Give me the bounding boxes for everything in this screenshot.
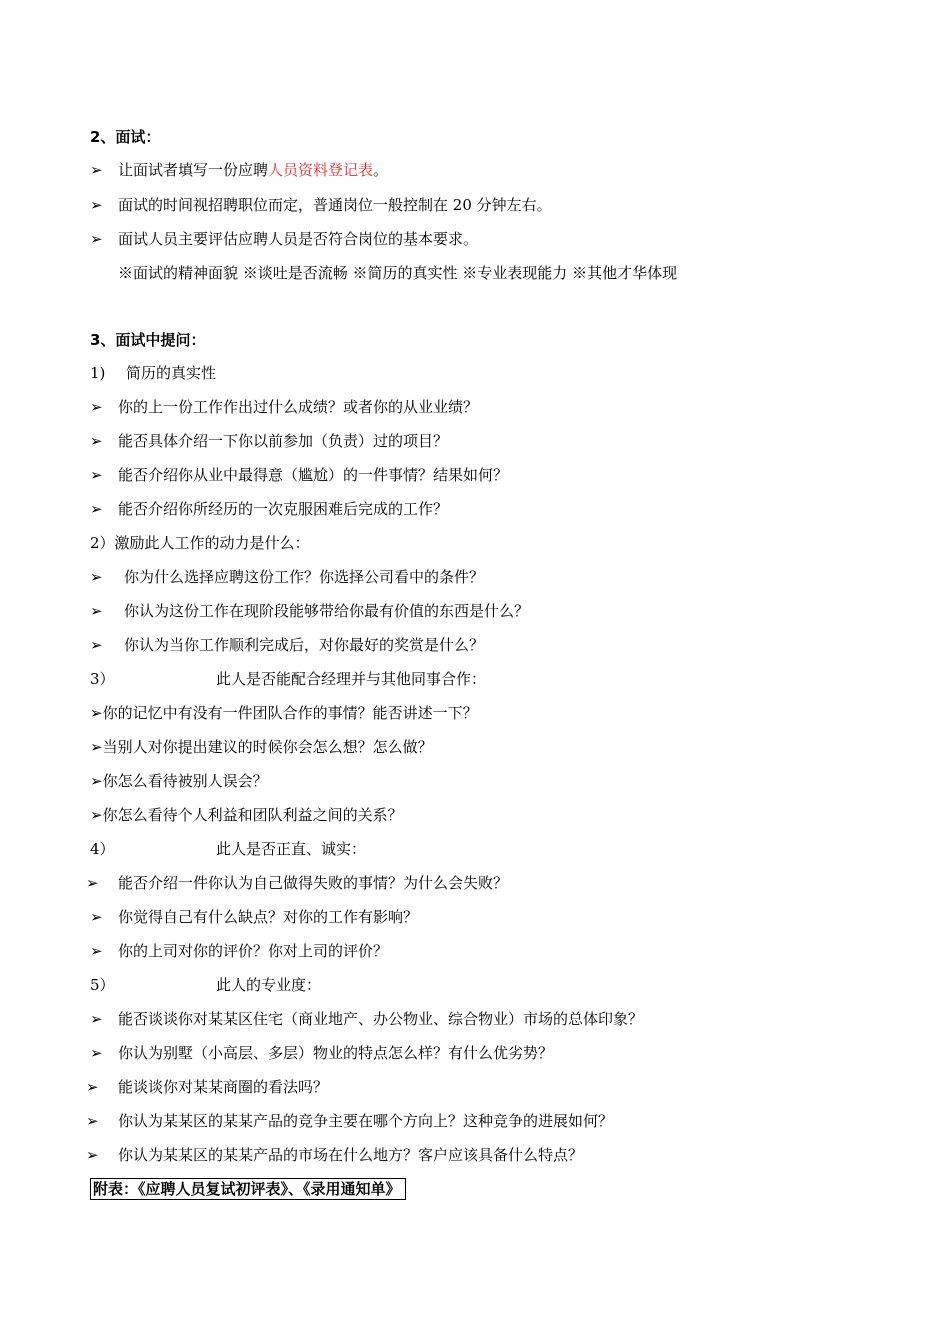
list-item: ➢当别人对你提出建议的时候你会怎么想？怎么做？ [90, 738, 433, 756]
arrow-bullet-icon: ➢ [90, 398, 103, 416]
arrow-bullet-icon: ➢ [90, 1044, 103, 1062]
list-item: ➢ 能否介绍你从业中最得意（尴尬）的一件事情？结果如何？ [90, 466, 509, 484]
subsection-4-title: 4） 此人是否正直、诚实： [90, 840, 367, 858]
arrow-bullet-icon: ➢ [90, 161, 103, 179]
section-2-heading: 2、面试： [90, 128, 161, 146]
arrow-bullet-icon: ➢ [90, 738, 103, 756]
arrow-bullet-icon: ➢ [90, 568, 103, 586]
arrow-bullet-icon: ➢ [90, 636, 103, 654]
list-item: ➢ 你觉得自己有什么缺点？对你的工作有影响？ [90, 908, 419, 926]
arrow-bullet-icon: ➢ [86, 1146, 99, 1164]
list-item: ➢ 你为什么选择应聘这份工作？你选择公司看中的条件？ [90, 568, 485, 586]
list-item: ➢ 你认为当你工作顺利完成后，对你最好的奖赏是什么？ [90, 636, 485, 654]
arrow-bullet-icon: ➢ [86, 874, 99, 892]
arrow-bullet-icon: ➢ [90, 1010, 103, 1028]
list-item: ➢ 你的上司对你的评价？你对上司的评价？ [90, 942, 389, 960]
list-item: ➢ 面试的时间视招聘职位而定，普通岗位一般控制在 20 分钟左右。 [90, 196, 552, 214]
list-item: ➢ 能否具体介绍一下你以前参加（负责）过的项目？ [90, 432, 449, 450]
list-item: ➢ 能否介绍你所经历的一次克服困难后完成的工作？ [90, 500, 449, 518]
subsection-5-title: 5） 此人的专业度： [90, 976, 322, 994]
list-item: ➢你怎么看待个人利益和团队利益之间的关系？ [90, 806, 403, 824]
list-item: ➢ 你的上一份工作作出过什么成绩？或者你的从业业绩？ [90, 398, 479, 416]
arrow-bullet-icon: ➢ [90, 908, 103, 926]
list-item: ➢ 能否谈谈你对某某区住宅（商业地产、办公物业、综合物业）市场的总体印象？ [90, 1010, 644, 1028]
list-item: ➢你怎么看待被别人误会？ [90, 772, 268, 790]
list-item: ➢ 你认为别墅（小高层、多层）物业的特点怎么样？有什么优劣势？ [90, 1044, 554, 1062]
section-3-heading: 3、面试中提问： [90, 331, 206, 349]
arrow-bullet-icon: ➢ [90, 466, 103, 484]
list-item: ➢ 让面试者填写一份应聘人员资料登记表。 [90, 161, 389, 179]
list-item: ➢ 面试人员主要评估应聘人员是否符合岗位的基本要求。 [90, 230, 479, 248]
arrow-bullet-icon: ➢ [90, 432, 103, 450]
registration-form-highlight: 人员资料登记表 [268, 161, 374, 179]
list-item: ➢ 能否介绍一件你认为自己做得失败的事情？为什么会失败？ [86, 874, 509, 892]
arrow-bullet-icon: ➢ [90, 230, 103, 248]
list-item: ➢ 你认为这份工作在现阶段能够带给你最有价值的东西是什么？ [90, 602, 530, 620]
list-item: ➢ 你认为某某区的某某产品的竞争主要在哪个方向上？这种竞争的进展如何？ [86, 1112, 614, 1130]
arrow-bullet-icon: ➢ [90, 500, 103, 518]
list-item: ➢你的记忆中有没有一件团队合作的事情？能否讲述一下？ [90, 704, 478, 722]
arrow-bullet-icon: ➢ [90, 602, 103, 620]
arrow-bullet-icon: ➢ [90, 704, 103, 722]
subsection-3-title: 3） 此人是否能配合经理并与其他同事合作： [90, 670, 487, 688]
appendix-note: 附表：《应聘人员复试初评表》、《录用通知单》 [90, 1178, 406, 1200]
arrow-bullet-icon: ➢ [90, 942, 103, 960]
list-item: ➢ 能谈谈你对某某商圈的看法吗？ [86, 1078, 329, 1096]
arrow-bullet-icon: ➢ [86, 1112, 99, 1130]
subsection-1-title: 1) 简历的真实性 [90, 364, 217, 382]
arrow-bullet-icon: ➢ [90, 196, 103, 214]
arrow-bullet-icon: ➢ [90, 806, 103, 824]
evaluation-criteria: ※面试的精神面貌 ※谈吐是否流畅 ※简历的真实性 ※专业表现能力 ※其他才华体现 [118, 264, 678, 282]
subsection-2-title: 2）激励此人工作的动力是什么： [90, 534, 310, 552]
arrow-bullet-icon: ➢ [90, 772, 103, 790]
arrow-bullet-icon: ➢ [86, 1078, 99, 1096]
list-item: ➢ 你认为某某区的某某产品的市场在什么地方？客户应该具备什么特点？ [86, 1146, 584, 1164]
